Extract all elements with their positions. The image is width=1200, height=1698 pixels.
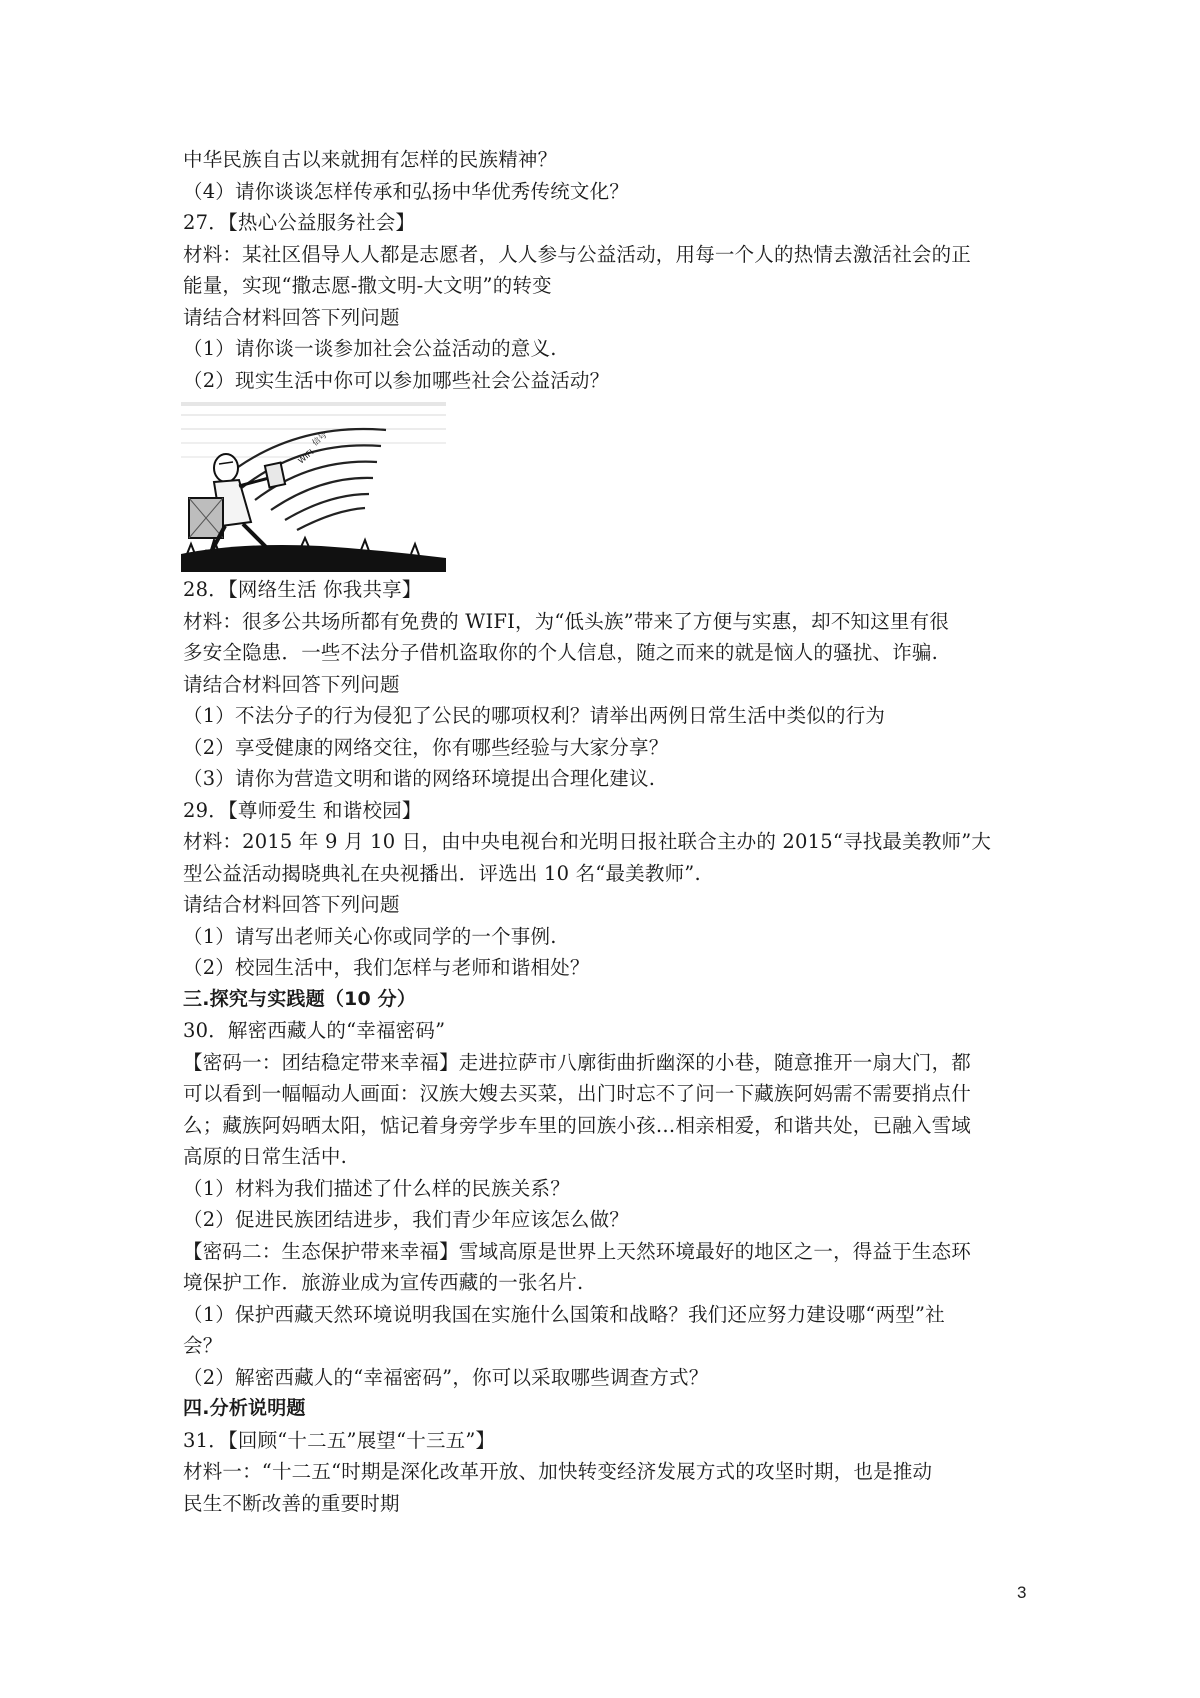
wifi-illustration (181, 402, 446, 572)
text-line: （2）享受健康的网络交往，你有哪些经验与大家分享？ (183, 735, 669, 759)
question-26-tail (183, 144, 1043, 396)
text-line: 么；藏族阿妈晒太阳，惦记着身旁学步车里的回族小孩…相亲相爱，和谐共处，已融入雪域 (183, 1113, 972, 1137)
text-line: 请结合材料回答下列问题 (183, 893, 400, 916)
text-line: 【密码一：团结稳定带来幸福】走进拉萨市八廓街曲折幽深的小巷，随意推开一扇大门，都 (183, 1050, 972, 1074)
text-line: 31．【回顾“十二五”展望“十三五”】 (183, 1428, 496, 1452)
walking-man (189, 454, 285, 554)
text-line: （2）校园生活中，我们怎样与老师和谐相处？ (183, 956, 590, 979)
wifi-label: WIFI (296, 447, 316, 466)
text-line: （1）保护西藏天然环境说明我国在实施什么国策和战略？我们还应努力建设哪“两型”社 (183, 1302, 945, 1326)
text-line: 30．解密西藏人的“幸福密码” (183, 1019, 446, 1042)
text-line: （1）材料为我们描述了什么样的民族关系？ (183, 1176, 570, 1200)
text-line: 29．【尊师爱生 和谐校园】 (183, 798, 422, 822)
text-line: 多安全隐患．一些不法分子借机盗取你的个人信息，随之而来的就是恼人的骚扰、诈骗. (183, 641, 938, 664)
page-content (183, 144, 1043, 1519)
text-line: 高原的日常生活中. (183, 1145, 347, 1168)
grass-ground (181, 538, 446, 572)
text-line: 中华民族自古以来就拥有怎样的民族精神？ (183, 148, 558, 171)
text-line: （3）请你为营造文明和谐的网络环境提出合理化建议. (183, 767, 656, 790)
text-line: 27．【热心公益服务社会】 (183, 211, 416, 234)
page-number: 3 (1017, 1583, 1027, 1602)
text-line: （2）解密西藏人的“幸福密码”，你可以采取哪些调查方式？ (183, 1365, 709, 1389)
text-line: （1）请写出老师关心你或同学的一个事例. (183, 924, 557, 948)
question-30 (183, 1015, 1043, 1393)
text-line: 材料：很多公共场所都有免费的 WIFI，为“低头族”带来了方便与实惠，却不知这里有很 (183, 609, 950, 633)
question-31 (183, 1425, 1043, 1520)
text-line: 【密码二：生态保护带来幸福】雪域高原是世界上天然环境最好的地区之一，得益于生态环 (183, 1239, 972, 1263)
text-line: 材料：2015 年 9 月 10 日，由中央电视台和光明日报社联合主办的 2015“寻找最美教师”大 (183, 830, 992, 853)
question-28 (183, 574, 1043, 795)
text-line: 28．【网络生活 你我共享】 (183, 578, 422, 601)
text-line: 请结合材料回答下列问题 (183, 672, 400, 696)
text-line: 民生不断改善的重要时期 (183, 1491, 400, 1515)
text-line: 型公益活动揭晓典礼在央视播出．评选出 10 名“最美教师”. (183, 861, 701, 885)
signal-label: 信号 (310, 430, 329, 448)
text-line: 可以看到一幅幅动人画面：汉族大嫂去买菜，出门时忘不了问一下藏族阿妈需不需要捎点什 (183, 1082, 972, 1105)
text-line: （2）促进民族团结进步，我们青少年应该怎么做？ (183, 1208, 630, 1231)
question-29 (183, 795, 1043, 984)
section-3-title: 三.探究与实践题（10 分） (183, 987, 417, 1010)
text-line: 请结合材料回答下列问题 (183, 305, 400, 329)
text-line: 材料一：“十二五“时期是深化改革开放、加快转变经济发展方式的攻坚时期，也是推动 (183, 1460, 933, 1483)
wifi-man-figure (181, 402, 446, 572)
text-line: 境保护工作．旅游业成为宣传西藏的一张名片. (183, 1271, 584, 1294)
text-line: （1）请你谈一谈参加社会公益活动的意义. (183, 337, 557, 360)
text-line: （2）现实生活中你可以参加哪些社会公益活动？ (183, 368, 610, 392)
text-line: 会？ (183, 1334, 223, 1357)
section-4-title: 四.分析说明题 (183, 1397, 306, 1419)
text-line: （1）不法分子的行为侵犯了公民的哪项权利？请举出两例日常生活中类似的行为 (183, 704, 886, 727)
text-line: （4）请你谈谈怎样传承和弘扬中华优秀传统文化？ (183, 179, 630, 203)
text-line: 材料：某社区倡导人人都是志愿者，人人参与公益活动，用每一个人的热情去激活社会的正 (183, 242, 972, 266)
figure-background-dots (181, 402, 446, 458)
text-line: 能量，实现“撒志愿-撒文明-大文明”的转变 (183, 274, 552, 297)
